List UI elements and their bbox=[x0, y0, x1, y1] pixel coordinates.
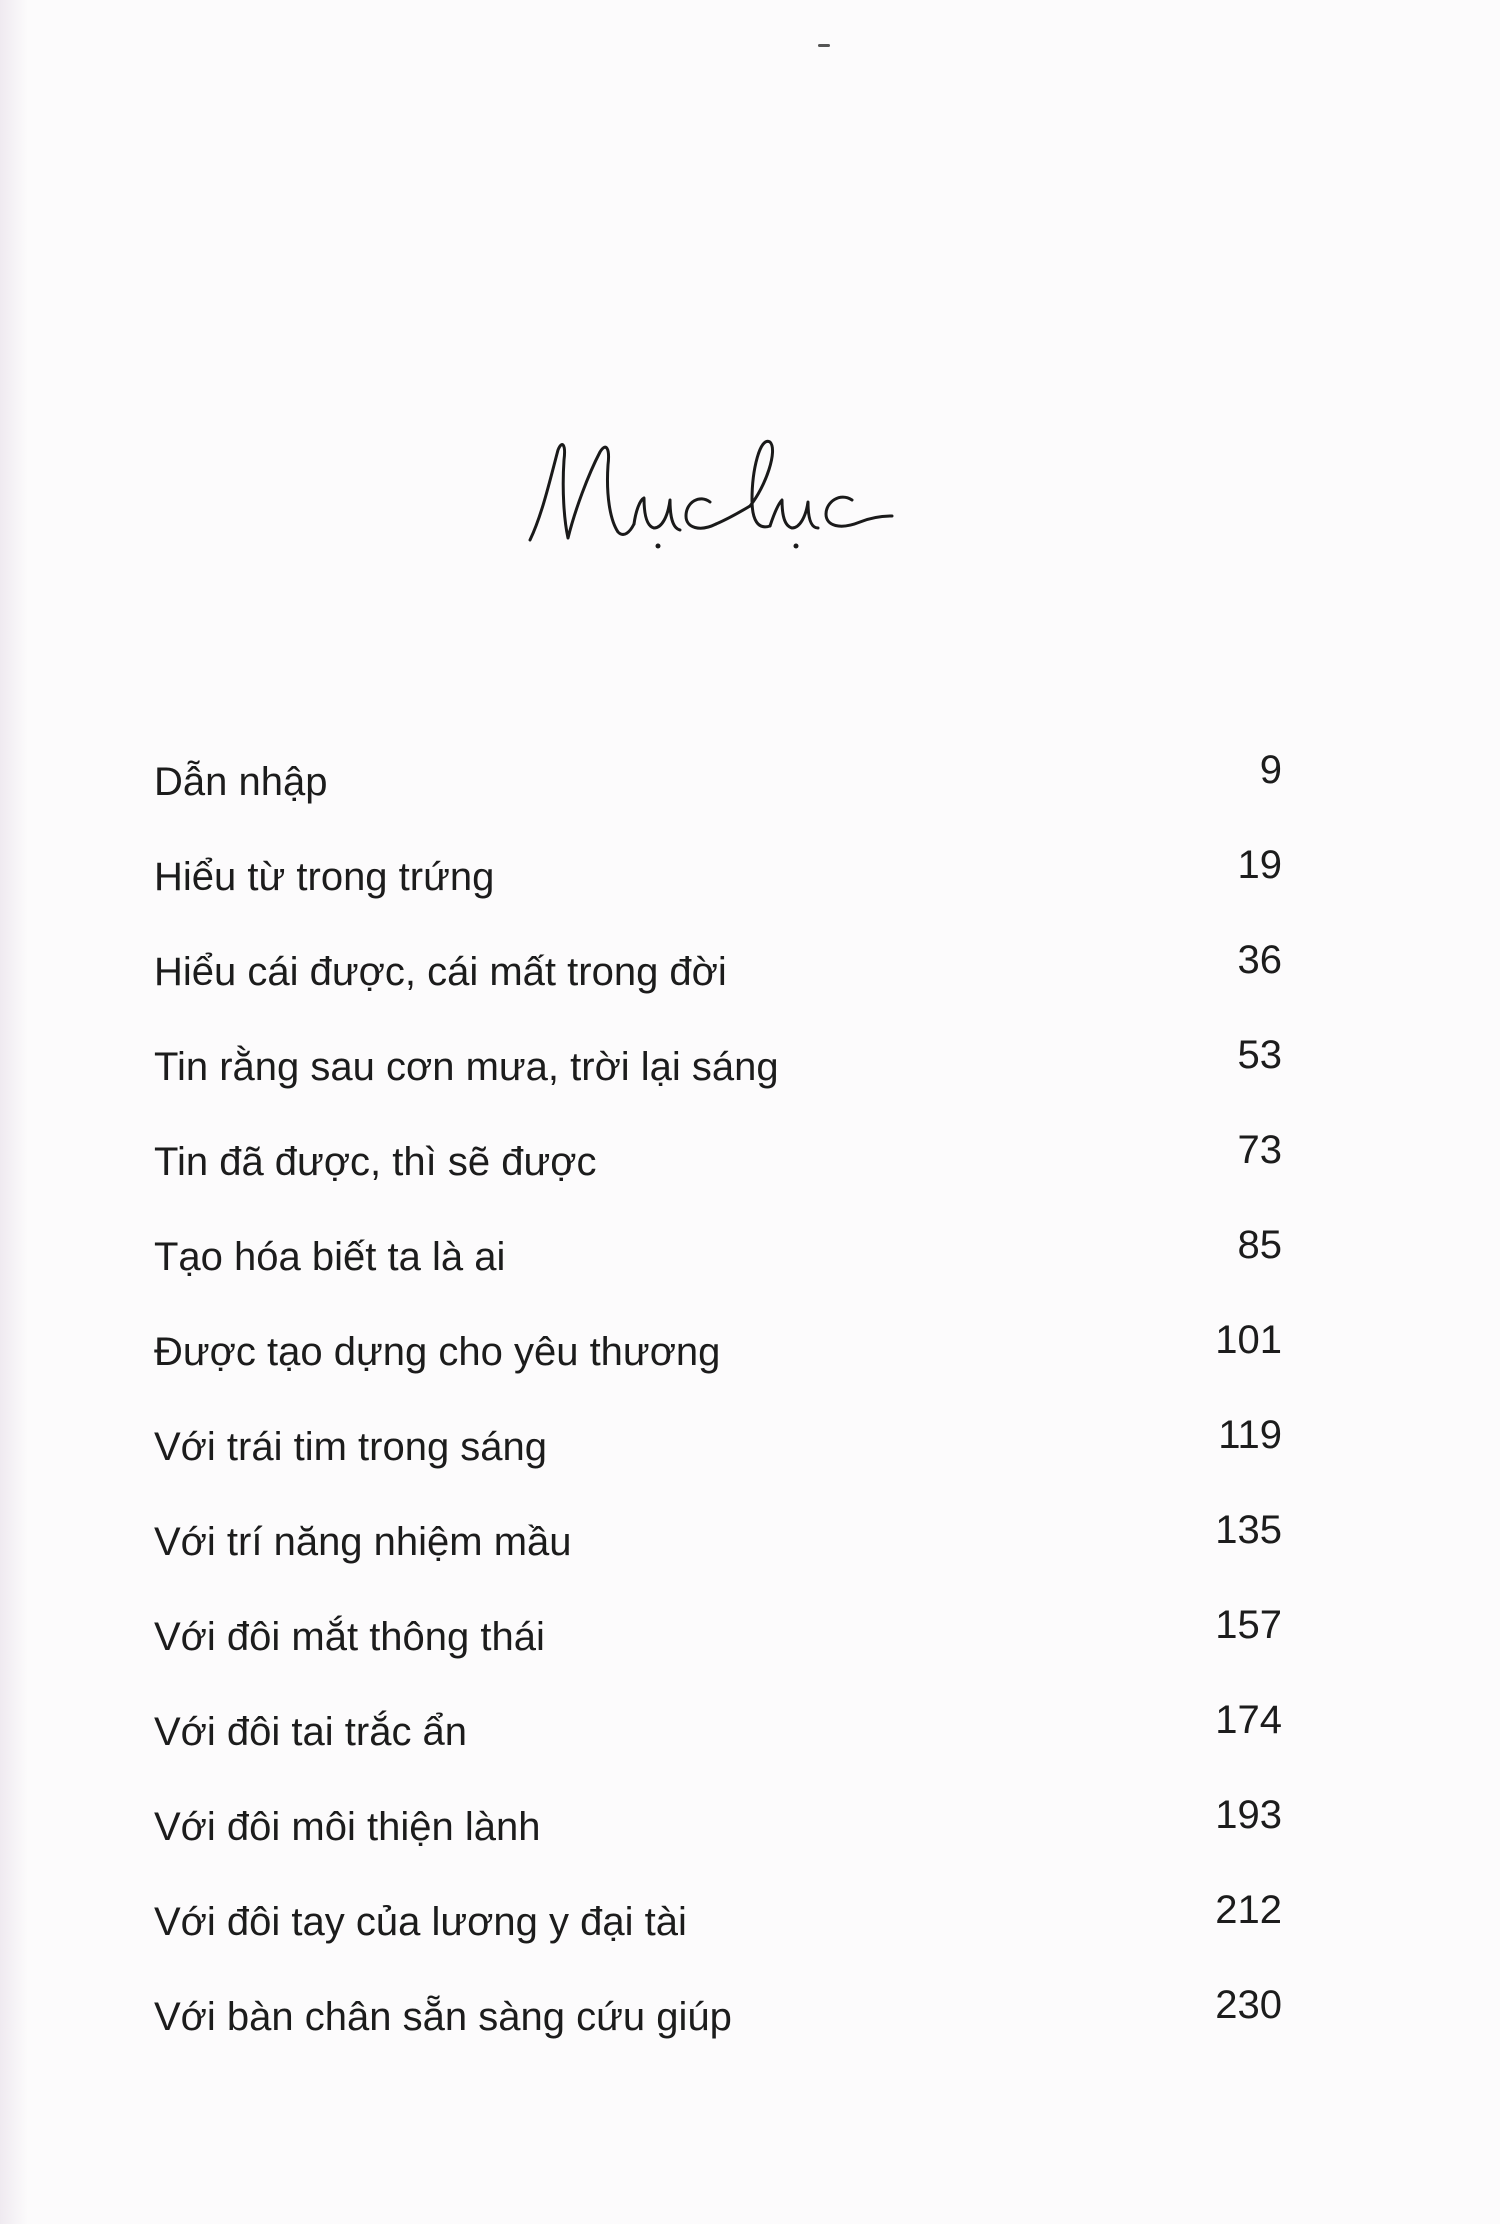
toc-entry-title: Với trí năng nhiệm mầu bbox=[154, 1520, 572, 1564]
toc-entry bbox=[154, 1400, 1282, 1495]
toc-entry-title: Với bàn chân sẵn sàng cứu giúp bbox=[154, 1995, 732, 2039]
toc-entry-title: Với đôi mắt thông thái bbox=[154, 1615, 545, 1659]
toc-entry bbox=[154, 1495, 1282, 1590]
toc-entry-page-number: 73 bbox=[1237, 1128, 1282, 1172]
toc-entry-title: Tin đã được, thì sẽ được bbox=[154, 1140, 597, 1184]
toc-entry-title: Hiểu cái được, cái mất trong đời bbox=[154, 950, 727, 994]
toc-entry-page-number: 85 bbox=[1237, 1223, 1282, 1267]
toc-entry-page-number: 174 bbox=[1215, 1698, 1282, 1742]
page-binding-shadow bbox=[0, 0, 28, 2224]
toc-entry-title: Với trái tim trong sáng bbox=[154, 1425, 548, 1469]
toc-entry-title: Dẫn nhập bbox=[154, 760, 328, 804]
toc-entry bbox=[154, 1590, 1282, 1685]
toc-entry bbox=[154, 1020, 1282, 1115]
toc-entry-page-number: 212 bbox=[1215, 1888, 1282, 1932]
toc-entry-page-number: 19 bbox=[1237, 843, 1282, 887]
toc-entry-page-number: 230 bbox=[1215, 1983, 1282, 2027]
toc-entry-title: Hiểu từ trong trứng bbox=[154, 855, 495, 899]
toc-entry bbox=[154, 1115, 1282, 1210]
toc-entry-page-number: 9 bbox=[1259, 748, 1282, 792]
toc-entry-page-number: 119 bbox=[1218, 1413, 1282, 1457]
toc-entry bbox=[154, 830, 1282, 925]
toc-entry-page-number: 193 bbox=[1215, 1793, 1282, 1837]
table-of-contents bbox=[154, 735, 1282, 2065]
toc-entry bbox=[154, 1305, 1282, 1400]
toc-entry-page-number: 157 bbox=[1215, 1603, 1282, 1647]
toc-entry bbox=[154, 1685, 1282, 1780]
toc-heading bbox=[520, 420, 920, 570]
toc-entry bbox=[154, 1210, 1282, 1305]
toc-entry-title: Với đôi tay của lương y đại tài bbox=[154, 1900, 687, 1944]
toc-entry-title: Với đôi tai trắc ẩn bbox=[154, 1710, 468, 1754]
toc-entry bbox=[154, 925, 1282, 1020]
toc-entry bbox=[154, 1970, 1282, 2065]
toc-entry-title: Với đôi môi thiện lành bbox=[154, 1805, 541, 1849]
toc-entry-title: Tin rằng sau cơn mưa, trời lại sáng bbox=[154, 1045, 779, 1089]
toc-entry bbox=[154, 1875, 1282, 1970]
toc-entry-title: Tạo hóa biết ta là ai bbox=[154, 1235, 506, 1279]
print-mark bbox=[818, 44, 830, 47]
toc-entry-page-number: 53 bbox=[1237, 1033, 1282, 1077]
toc-entry bbox=[154, 1780, 1282, 1875]
toc-entry-page-number: 101 bbox=[1215, 1318, 1282, 1362]
toc-entry bbox=[154, 735, 1282, 830]
toc-heading-script bbox=[520, 420, 920, 570]
toc-entry-page-number: 135 bbox=[1215, 1508, 1282, 1552]
toc-entry-title: Được tạo dựng cho yêu thương bbox=[154, 1330, 721, 1374]
toc-entry-page-number: 36 bbox=[1237, 938, 1282, 982]
